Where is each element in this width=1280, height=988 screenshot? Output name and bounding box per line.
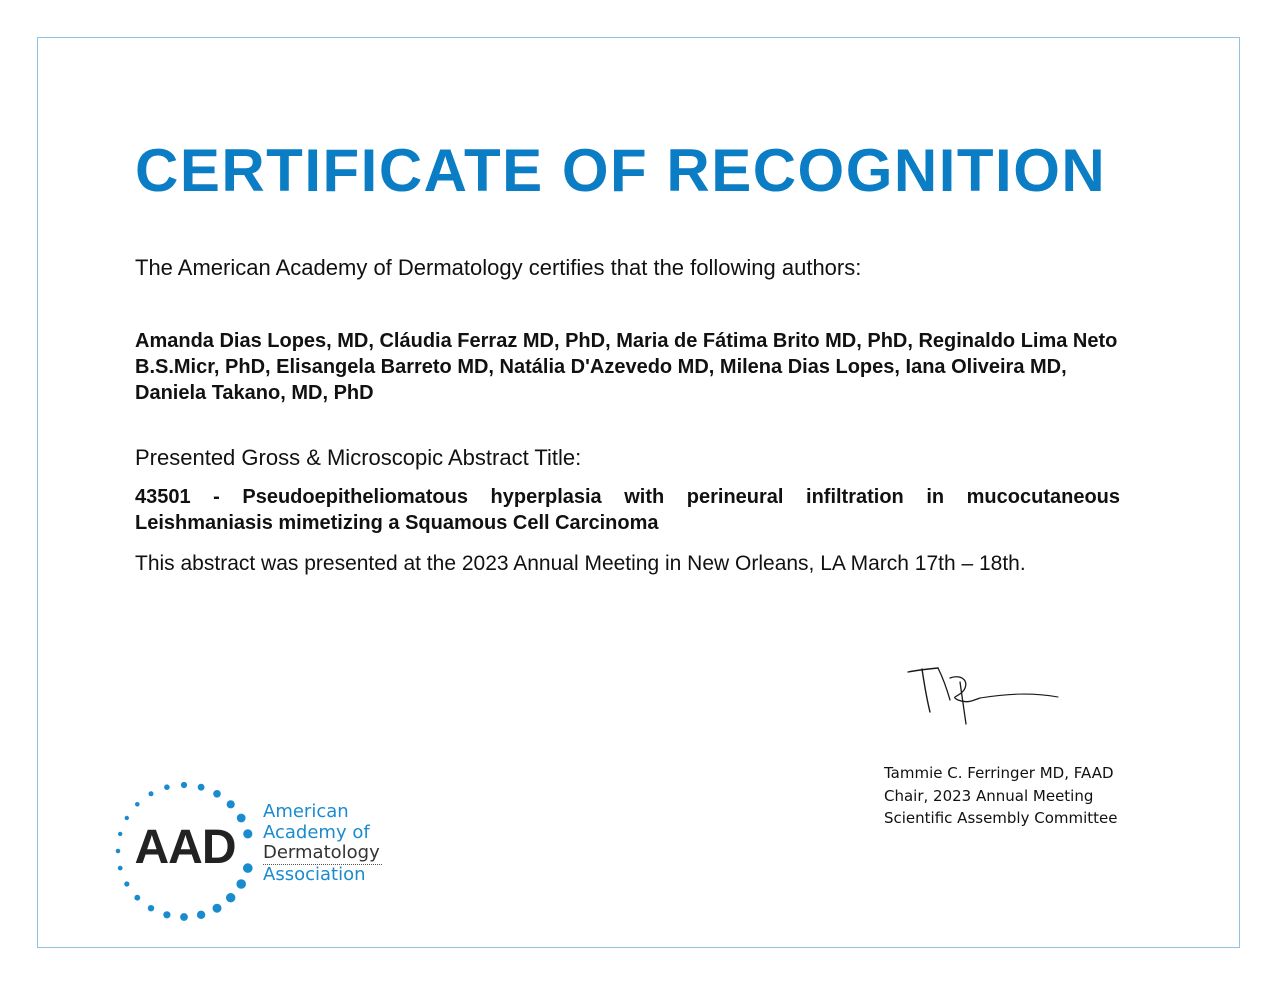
logo-dot (181, 782, 187, 788)
certificate-title: CERTIFICATE OF RECOGNITION (135, 137, 1107, 204)
logo-dot (124, 881, 129, 886)
logo-dot (134, 895, 140, 901)
logo-dot (236, 879, 246, 889)
logo-wordmark (263, 802, 382, 885)
logo-dot (135, 802, 140, 807)
logo-dot (227, 800, 235, 808)
logo-line-1: American (263, 801, 349, 822)
logo-dot (213, 790, 221, 798)
logo-dot (164, 784, 170, 790)
aad-logo (105, 772, 395, 930)
logo-dot (180, 913, 188, 921)
logo-dot (197, 911, 205, 919)
logo-dot (148, 905, 154, 911)
logo-dot (118, 832, 122, 836)
logo-dot (198, 784, 205, 791)
logo-dot (226, 893, 235, 902)
logo-dot (163, 911, 170, 918)
logo-dot (213, 904, 222, 913)
signatory-block (884, 762, 1118, 830)
abstract-title: 43501 - Pseudoepitheliomatous hyperplasia with perineural infiltration in mucocutaneous Leishmaniasis mimetizing a Squamous Cell Carcinoma (135, 486, 1120, 534)
signature-image (900, 660, 1070, 735)
logo-dot (116, 849, 121, 854)
signatory-role: Chair, 2023 Annual Meeting (884, 786, 1094, 805)
logo-dot (149, 791, 154, 796)
logo-dot (118, 866, 123, 871)
logo-line-2: Academy of (263, 821, 370, 843)
intro-text: The American Academy of Dermatology certifies that the following authors: (135, 255, 862, 280)
logo-line-4: Association (263, 863, 366, 885)
signatory-committee: Scientific Assembly Committee (884, 809, 1118, 827)
abstract-label: Presented Gross & Microscopic Abstract Title: (135, 445, 582, 470)
authors-list: Amanda Dias Lopes, MD, Cláudia Ferraz MD, PhD, Maria de Fátima Brito MD, PhD, Reginaldo Lima Neto B.S.Micr, PhD, Elisangela Barreto MD, Natália D'Azevedo MD, Milena Dias Lopes, Iana Oliveira MD, Daniela Takano, MD, PhD (135, 330, 1118, 404)
logo-abbreviation: AAD (134, 821, 236, 874)
presented-statement: This abstract was presented at the 2023 Annual Meeting in New Orleans, LA March 17th – 18th. (135, 552, 1026, 575)
logo-line-3: Dermatology (263, 842, 380, 863)
signatory-name: Tammie C. Ferringer MD, FAAD (884, 764, 1114, 782)
